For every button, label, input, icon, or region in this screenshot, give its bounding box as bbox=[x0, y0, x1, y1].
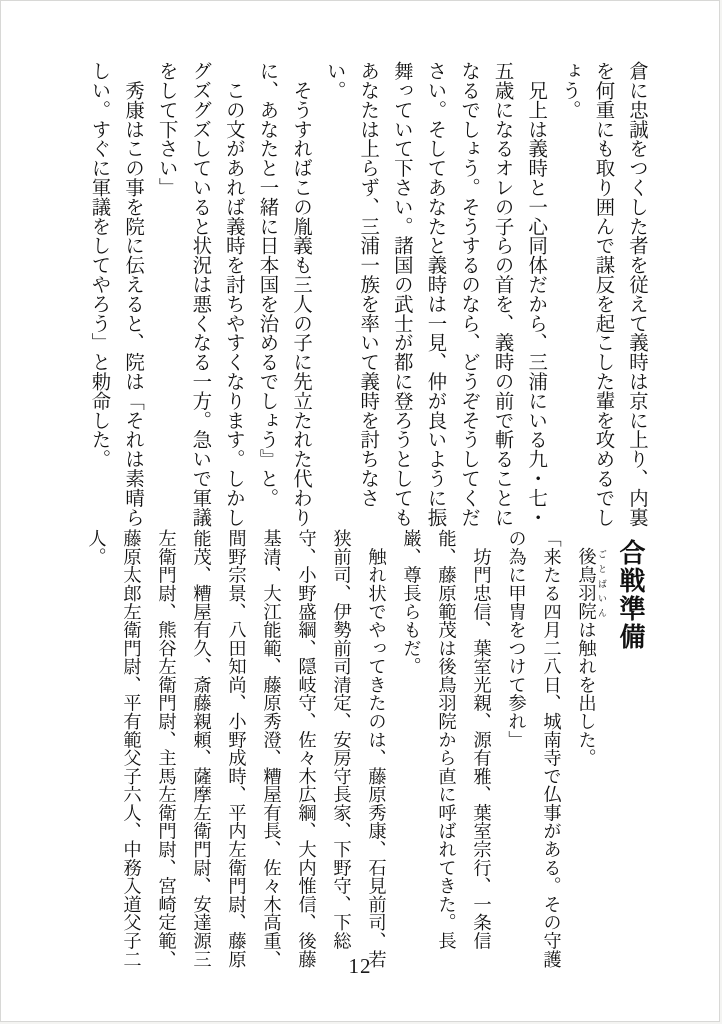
text-column: 狭前司、伊勢前司清定、安房守長家、下野守、下総 bbox=[331, 529, 353, 950]
text-column: に、あなたと一緒に日本国を治めるでしょう』と。 bbox=[256, 61, 279, 508]
text-column: あなたは上らず、三浦一族を率いて義時を討ちなさ bbox=[357, 61, 380, 508]
text-column: をして下さい」 bbox=[155, 61, 178, 197]
text-column: ょう。 bbox=[558, 61, 581, 120]
text-column: を何重にも取り囲んで謀反を起こした輩を攻めるでし bbox=[592, 61, 615, 527]
text-column: 能、藤原範茂は後鳥羽院から直に呼ばれてきた。長 bbox=[436, 529, 458, 950]
page-number: 12 bbox=[348, 954, 372, 978]
top-text-block bbox=[82, 61, 653, 539]
text-column: の為に甲冑をつけて参れ」 bbox=[506, 529, 528, 749]
section-heading: 合戦準備 bbox=[616, 539, 646, 651]
text-column: しい。すぐに軍議をしてやろう」と勅命した。 bbox=[88, 61, 111, 469]
text-column: そうすればこの胤義も三人の子に先立たれた代わり bbox=[290, 61, 313, 527]
text-column: さい。そしてあなたと義時は一見、仲が良いように振 bbox=[424, 61, 447, 527]
text-column: 秀康はこの事を院に伝えると、院は「それは素晴ら bbox=[122, 61, 145, 527]
text-column: 後鳥羽院 ごとばいんは触れを出した。 bbox=[576, 547, 607, 767]
battle-preparation-section bbox=[80, 529, 656, 981]
text-column: い。 bbox=[323, 61, 346, 100]
text-column: 触れ状でやってきたのは、藤原秀康、石見前司、若 bbox=[366, 529, 388, 968]
text-column: 巌、尊長らもだ。 bbox=[401, 529, 423, 676]
text-column: 「来たる四月二八日、城南寺で仏事がある。その守護 bbox=[541, 529, 563, 968]
text-column: この文があれば義時を討ちやすくなります。しかし bbox=[222, 61, 245, 527]
text-column: 五歳になるオレの子らの首を、義時の前で斬ることに bbox=[491, 61, 514, 527]
text-column: 藤原太郎左衛門尉、平有範父子六人、中務入道父子二 bbox=[121, 529, 143, 968]
text-column: 坊門忠信、葉室光親、源有雅、葉室宗行、一条信 bbox=[471, 529, 493, 950]
text-column: 能茂、糟屋有久、斎藤親頼、薩摩左衛門尉、安達源三 bbox=[191, 529, 213, 968]
text-column: 守、小野盛綱、隠岐守、佐々木広綱、大内惟信、後藤 bbox=[296, 529, 318, 968]
text-column: なるでしょう。そうするのなら、どうぞそうしてくだ bbox=[458, 61, 481, 527]
furigana-ruby: 後鳥羽院 ごとばいん bbox=[576, 547, 607, 621]
text-column: 兄上は義時と一心同体だから、三浦にいる九・七・ bbox=[525, 61, 548, 527]
text-column: 倉に忠誠をつくした者を従えて義時は京に上り、内裏 bbox=[626, 61, 648, 527]
text-column: 左衛門尉、熊谷左衛門尉、主馬左衛門尉、宮崎定範、 bbox=[156, 529, 178, 968]
text-column: グズグズしていると状況は悪くなる一方。急いで軍議 bbox=[189, 61, 212, 527]
text-column: 間野宗景、八田知尚、小野成時、平内左衛門尉、藤原 bbox=[226, 529, 248, 968]
text-column: 基清、大江能範、藤原秀澄、糟屋有長、佐々木高重、 bbox=[261, 529, 283, 968]
text-column: 舞っていて下さい。諸国の武士が都に登ろうとしても bbox=[390, 61, 413, 527]
text-column: 人。 bbox=[86, 529, 108, 566]
